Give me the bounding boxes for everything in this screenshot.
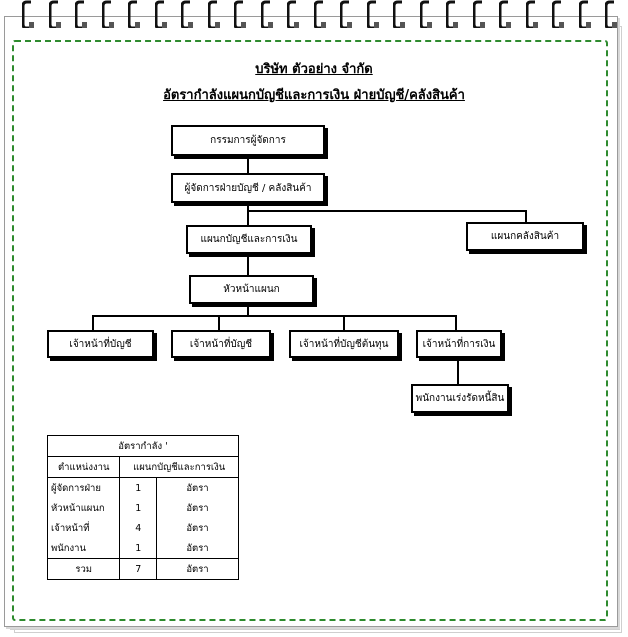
connector-line	[218, 315, 220, 331]
spiral-ring-icon	[234, 0, 246, 28]
spiral-ring-icon	[446, 0, 458, 28]
spiral-ring-icon	[340, 0, 352, 28]
column-header-dept: แผนกบัญชีและการเงิน	[120, 457, 239, 478]
spiral-ring-icon	[102, 0, 114, 28]
spiral-ring-icon	[261, 0, 273, 28]
spiral-ring-icon	[181, 0, 193, 28]
position-cell: เจ้าหน้าที่	[48, 518, 120, 538]
spiral-ring-icon	[22, 0, 34, 28]
unit-cell: อัตรา	[156, 498, 238, 518]
table-title: อัตรากำลัง '	[48, 436, 239, 457]
company-name: บริษัท ตัวอย่าง จำกัด	[255, 62, 373, 77]
spiral-ring-icon	[208, 0, 220, 28]
connector-line	[457, 358, 459, 384]
position-cell: ผู้จัดการฝ่าย	[48, 478, 120, 499]
position-cell: หัวหน้าแผนก	[48, 498, 120, 518]
box-staff-cost-accountant: เจ้าหน้าที่บัญชีต้นทุน	[289, 330, 399, 358]
box-dept-manager: ผู้จัดการฝ่ายบัญชี / คลังสินค้า	[171, 173, 325, 203]
box-staff-accountant: เจ้าหน้าที่บัญชี	[171, 330, 271, 358]
box-director: กรรมการผู้จัดการ	[171, 125, 325, 156]
spiral-ring-icon	[367, 0, 379, 28]
connector-line	[247, 210, 527, 212]
spiral-ring-icon	[155, 0, 167, 28]
connector-line	[247, 203, 249, 227]
spiral-ring-icon	[473, 0, 485, 28]
box-warehouse: แผนกคลังสินค้า	[466, 222, 584, 251]
table-row	[48, 538, 239, 559]
table-row	[48, 518, 239, 538]
spiral-ring-icon	[605, 0, 617, 28]
spiral-ring-icon	[75, 0, 87, 28]
box-staff-accountant: เจ้าหน้าที่บัญชี	[47, 330, 154, 358]
connector-line	[247, 254, 249, 276]
spiral-ring-icon	[526, 0, 538, 28]
column-header-position: ตำแหน่งงาน	[48, 457, 120, 478]
spiral-ring-icon	[49, 0, 61, 28]
connector-line	[92, 315, 457, 317]
count-cell: 1	[120, 498, 156, 518]
table-column-row	[48, 457, 239, 478]
spiral-ring-icon	[420, 0, 432, 28]
box-debt-collector: พนักงานเร่งรัดหนี้สิน	[411, 384, 509, 413]
box-section-head: หัวหน้าแผนก	[189, 275, 314, 304]
connector-line	[455, 315, 457, 331]
box-accounting-finance: แผนกบัญชีและการเงิน	[186, 225, 312, 254]
position-cell: พนักงาน	[48, 538, 120, 559]
spiral-ring-icon	[393, 0, 405, 28]
connector-line	[247, 156, 249, 174]
spiral-ring-icon	[314, 0, 326, 28]
spiral-ring-icon	[499, 0, 511, 28]
spiral-ring-icon	[128, 0, 140, 28]
total-unit: อัตรา	[156, 559, 238, 580]
table-header-row	[48, 436, 239, 457]
count-cell: 1	[120, 478, 156, 499]
connector-line	[343, 315, 345, 331]
spiral-ring-icon	[579, 0, 591, 28]
table-row	[48, 478, 239, 499]
unit-cell: อัตรา	[156, 538, 238, 559]
count-cell: 4	[120, 518, 156, 538]
connector-line	[525, 210, 527, 222]
box-staff-finance: เจ้าหน้าที่การเงิน	[416, 330, 502, 358]
total-label: รวม	[48, 559, 120, 580]
table-row	[48, 498, 239, 518]
count-cell: 1	[120, 538, 156, 559]
staffing-table	[47, 435, 239, 580]
unit-cell: อัตรา	[156, 518, 238, 538]
connector-line	[92, 315, 94, 331]
total-count: 7	[120, 559, 156, 580]
table-total-row	[48, 559, 239, 580]
page-subtitle: อัตรากำลังแผนกบัญชีและการเงิน ฝ่ายบัญชี/คลังสินค้า	[163, 88, 465, 103]
spiral-ring-icon	[552, 0, 564, 28]
unit-cell: อัตรา	[156, 478, 238, 499]
spiral-ring-icon	[287, 0, 299, 28]
